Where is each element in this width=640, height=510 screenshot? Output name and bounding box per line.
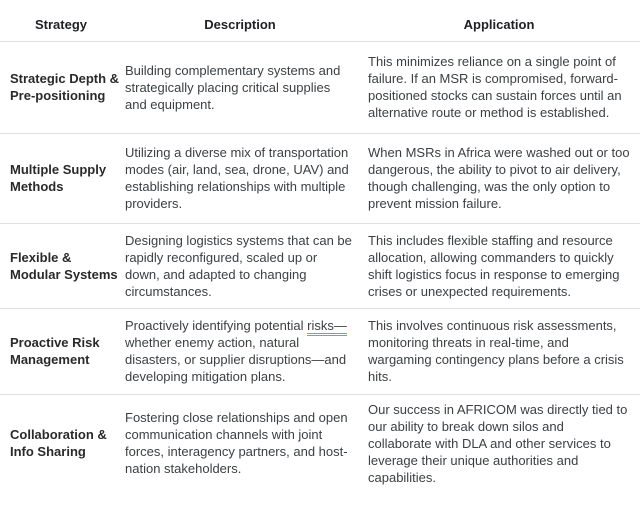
application-cell: Our success in AFRICOM was directly tied to our ability to break down silos and collaborate with DLA and other services to leverage their unique authorities and capabilities. (368, 401, 628, 485)
application-cell: This involves continuous risk assessments, monitoring threats in real-time, and wargaming contingency plans before a crisis hits. (368, 318, 624, 384)
strategy-cell: Strategic Depth & Pre-positioning (10, 71, 120, 103)
table-row (0, 223, 640, 308)
risks-link[interactable]: risks— (307, 318, 347, 336)
strategy-cell: Multiple Supply Methods (10, 162, 107, 194)
header-row (0, 0, 640, 41)
application-cell: This includes flexible staffing and resource allocation, allowing commanders to quickly shift logistics focus in response to emerging crises or unexpected requirements. (368, 232, 620, 299)
description-text-pre: Proactively identifying potential (125, 318, 308, 333)
description-cell (122, 308, 358, 394)
application-cell: This minimizes reliance on a single point of failure. If an MSR is compromised, forward-positioned stocks can sustain forces until an alternative route or method is established. (368, 54, 622, 120)
column-header-description: Description (122, 0, 358, 41)
description-cell: Building complementary systems and strategically placing critical supplies and equipment. (125, 62, 341, 112)
table-row (0, 394, 640, 492)
table-row (0, 133, 640, 223)
description-cell: Designing logistics systems that can be rapidly reconfigured, scaled up or down, and adapted to changing circumstances. (125, 232, 352, 299)
description-cell: Utilizing a diverse mix of transportation modes (air, land, sea, drone, UAV) and establishing relationships with multiple providers. (125, 145, 349, 211)
description-text-post: whether enemy action, natural disasters, or supplier disruptions—and developing mitigation plans. (125, 335, 347, 384)
table-row (0, 41, 640, 133)
description-cell: Fostering close relationships and open communication channels with joint forces, interagency partners, and host-nation stakeholders. (125, 410, 348, 476)
table-row (0, 308, 640, 394)
column-header-application: Application (358, 0, 640, 41)
strategy-cell: Flexible & Modular Systems (10, 249, 118, 282)
strategy-cell: Proactive Risk Management (10, 335, 100, 367)
column-header-strategy: Strategy (0, 0, 122, 41)
application-cell: When MSRs in Africa were washed out or too dangerous, the ability to pivot to air delivery, though challenging, was the only option to prevent mission failure. (368, 145, 630, 211)
strategy-cell: Collaboration & Info Sharing (10, 427, 107, 459)
